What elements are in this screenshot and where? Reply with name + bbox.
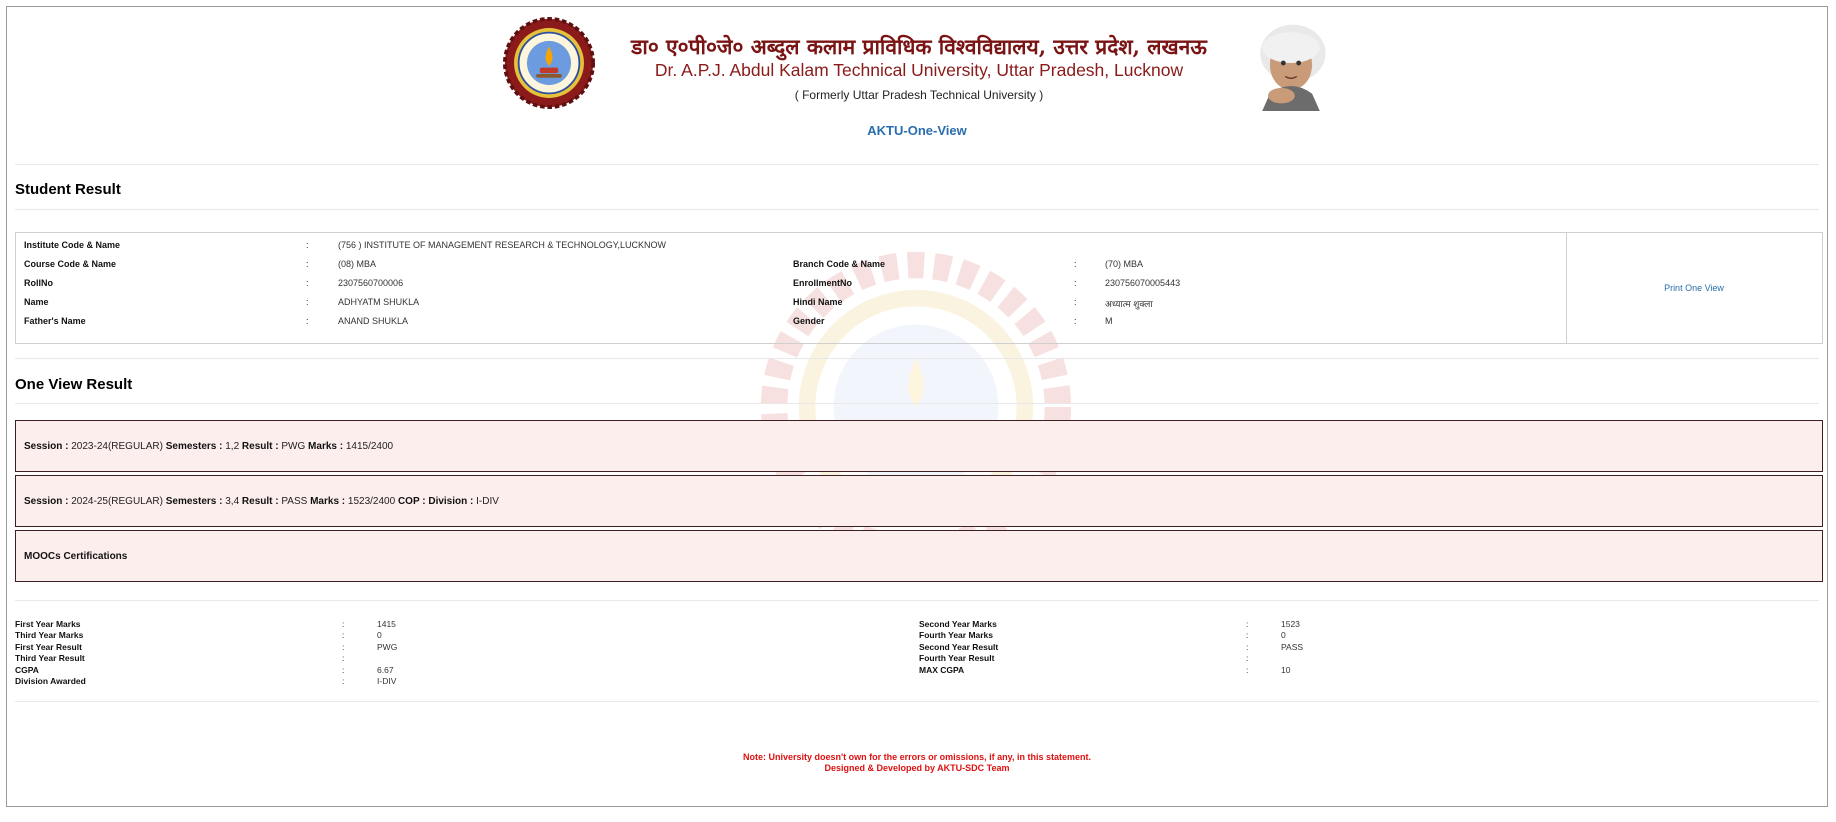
portal-title: AKTU-One-View bbox=[867, 123, 967, 138]
institute-row bbox=[16, 238, 1566, 254]
university-seal-icon bbox=[503, 17, 595, 109]
divider bbox=[15, 209, 1819, 210]
summary-row bbox=[919, 665, 1419, 676]
division-value: I-DIV bbox=[476, 496, 499, 507]
third-year-marks-value: 0 bbox=[377, 630, 382, 640]
separator: : bbox=[1246, 653, 1249, 663]
separator: : bbox=[306, 259, 309, 269]
gender-value: M bbox=[1105, 316, 1113, 326]
separator: : bbox=[1246, 619, 1249, 629]
course-label: Course Code & Name bbox=[24, 259, 117, 269]
father-name-value: ANAND SHUKLA bbox=[338, 316, 409, 326]
divider bbox=[15, 164, 1819, 165]
second-year-result-value: PASS bbox=[1281, 642, 1304, 652]
divider bbox=[15, 600, 1819, 601]
first-year-marks-label: First Year Marks bbox=[15, 619, 81, 629]
summary-row bbox=[15, 642, 515, 653]
summary-row bbox=[15, 665, 515, 676]
rollno-label: RollNo bbox=[24, 278, 53, 288]
cgpa-value: 6.67 bbox=[377, 665, 394, 675]
separator: : bbox=[342, 665, 345, 675]
print-cell bbox=[1566, 233, 1822, 343]
enrollment-value: 230756070005443 bbox=[1105, 278, 1181, 288]
separator: : bbox=[1074, 278, 1077, 288]
father-gender-row bbox=[16, 314, 1566, 330]
separator: : bbox=[306, 240, 309, 250]
second-year-marks-label: Second Year Marks bbox=[919, 619, 997, 629]
division-awarded-value: I-DIV bbox=[377, 676, 397, 686]
hindi-name-value: अध्यात्म शुक्ला bbox=[1105, 299, 1153, 309]
hindi-name-label: Hindi Name bbox=[793, 297, 843, 307]
second-year-result-label: Second Year Result bbox=[919, 642, 999, 652]
summary-row bbox=[919, 630, 1419, 641]
separator: : bbox=[342, 630, 345, 640]
summary-row bbox=[919, 619, 1419, 630]
fourth-year-result-label: Fourth Year Result bbox=[919, 653, 995, 663]
session-value: 2024-25(REGULAR) bbox=[71, 496, 163, 507]
separator: : bbox=[342, 642, 345, 652]
university-former-name: ( Formerly Uttar Pradesh Technical University ) bbox=[794, 88, 1044, 102]
enrollment-label: EnrollmentNo bbox=[793, 278, 853, 288]
first-year-marks-value: 1415 bbox=[377, 619, 396, 629]
separator: : bbox=[1246, 630, 1249, 640]
session-summary-line bbox=[24, 441, 393, 452]
third-year-marks-label: Third Year Marks bbox=[15, 630, 84, 640]
name-value: ADHYATM SHUKLA bbox=[338, 297, 420, 307]
developer-credit: Designed & Developed by AKTU-SDC Team bbox=[824, 763, 1010, 773]
divider bbox=[15, 701, 1819, 702]
separator: : bbox=[342, 676, 345, 686]
separator: : bbox=[306, 316, 309, 326]
session-summary-line bbox=[24, 496, 499, 507]
summary-row bbox=[15, 653, 515, 664]
page-frame bbox=[6, 6, 1828, 807]
summary-row bbox=[15, 676, 515, 687]
result-label: Result : bbox=[241, 496, 279, 507]
marks-value: 1523/2400 bbox=[347, 496, 396, 507]
separator: : bbox=[1074, 316, 1077, 326]
result-value: PWG bbox=[281, 441, 306, 452]
division-label: Division : bbox=[428, 496, 474, 507]
cgpa-label: CGPA bbox=[15, 665, 39, 675]
separator: : bbox=[1074, 297, 1077, 307]
session-label: Session : bbox=[24, 496, 69, 507]
semesters-value: 3,4 bbox=[225, 496, 240, 507]
second-year-marks-value: 1523 bbox=[1281, 619, 1300, 629]
separator: : bbox=[1074, 259, 1077, 269]
separator: : bbox=[1246, 665, 1249, 675]
fourth-year-marks-value: 0 bbox=[1281, 630, 1286, 640]
student-info-table bbox=[15, 232, 1823, 344]
division-awarded-label: Division Awarded bbox=[15, 676, 86, 686]
moocs-panel[interactable] bbox=[15, 530, 1823, 582]
moocs-label: MOOCs Certifications bbox=[24, 551, 128, 562]
institute-label: Institute Code & Name bbox=[24, 240, 121, 250]
summary-row bbox=[15, 619, 515, 630]
max-cgpa-value: 10 bbox=[1281, 665, 1291, 675]
name-row bbox=[16, 295, 1566, 311]
session-label: Session : bbox=[24, 441, 69, 452]
student-result-heading: Student Result bbox=[15, 181, 121, 198]
father-name-label: Father's Name bbox=[24, 316, 86, 326]
gender-label: Gender bbox=[793, 316, 825, 326]
separator: : bbox=[306, 297, 309, 307]
separator: : bbox=[342, 619, 345, 629]
institute-value: (756 ) INSTITUTE OF MANAGEMENT RESEARCH & TECHNOLOGY,LUCKNOW bbox=[338, 240, 667, 250]
student-info-details bbox=[16, 233, 1567, 343]
page-header bbox=[7, 7, 1827, 167]
separator: : bbox=[306, 278, 309, 288]
session-panel-2024-25[interactable] bbox=[15, 475, 1823, 527]
disclaimer-note: Note: University doesn't own for the errors or omissions, if any, in this statement. bbox=[742, 752, 1092, 762]
third-year-result-label: Third Year Result bbox=[15, 653, 85, 663]
print-one-view-link[interactable]: Print One View bbox=[1664, 283, 1724, 293]
marks-label: Marks : bbox=[308, 441, 344, 452]
max-cgpa-label: MAX CGPA bbox=[919, 665, 965, 675]
marks-label: Marks : bbox=[310, 496, 346, 507]
branch-label: Branch Code & Name bbox=[793, 259, 886, 269]
result-label: Result : bbox=[241, 441, 279, 452]
session-panel-2023-24[interactable] bbox=[15, 420, 1823, 472]
semesters-label: Semesters : bbox=[165, 496, 223, 507]
name-label: Name bbox=[24, 297, 49, 307]
summary-row bbox=[919, 642, 1419, 653]
summary-row bbox=[919, 653, 1419, 664]
university-title-hindi: डा० ए०पी०जे० अब्दुल कलाम प्राविधिक विश्वविद्यालय, उत्तर प्रदेश, लखनऊ bbox=[631, 34, 1207, 59]
first-year-result-value: PWG bbox=[377, 642, 398, 652]
course-value: (08) MBA bbox=[338, 259, 377, 269]
semesters-value: 1,2 bbox=[225, 441, 240, 452]
one-view-result-heading: One View Result bbox=[15, 376, 133, 393]
separator: : bbox=[1246, 642, 1249, 652]
divider bbox=[15, 358, 1819, 359]
university-title-english: Dr. A.P.J. Abdul Kalam Technical University, Uttar Pradesh, Lucknow bbox=[654, 60, 1184, 80]
apj-abdul-kalam-portrait-icon bbox=[1243, 15, 1339, 111]
marks-value: 1415/2400 bbox=[345, 441, 394, 452]
roll-enrollment-row bbox=[16, 276, 1566, 292]
moocs-line bbox=[24, 551, 127, 562]
result-value: PASS bbox=[281, 496, 308, 507]
fourth-year-marks-label: Fourth Year Marks bbox=[919, 630, 994, 640]
rollno-value: 2307560700006 bbox=[338, 278, 404, 288]
divider bbox=[15, 403, 1819, 404]
separator: : bbox=[342, 653, 345, 663]
semesters-label: Semesters : bbox=[165, 441, 223, 452]
branch-value: (70) MBA bbox=[1105, 259, 1144, 269]
cop-label: COP : bbox=[397, 496, 426, 507]
course-branch-row bbox=[16, 257, 1566, 273]
summary-row bbox=[15, 630, 515, 641]
first-year-result-label: First Year Result bbox=[15, 642, 82, 652]
session-value: 2023-24(REGULAR) bbox=[71, 441, 163, 452]
